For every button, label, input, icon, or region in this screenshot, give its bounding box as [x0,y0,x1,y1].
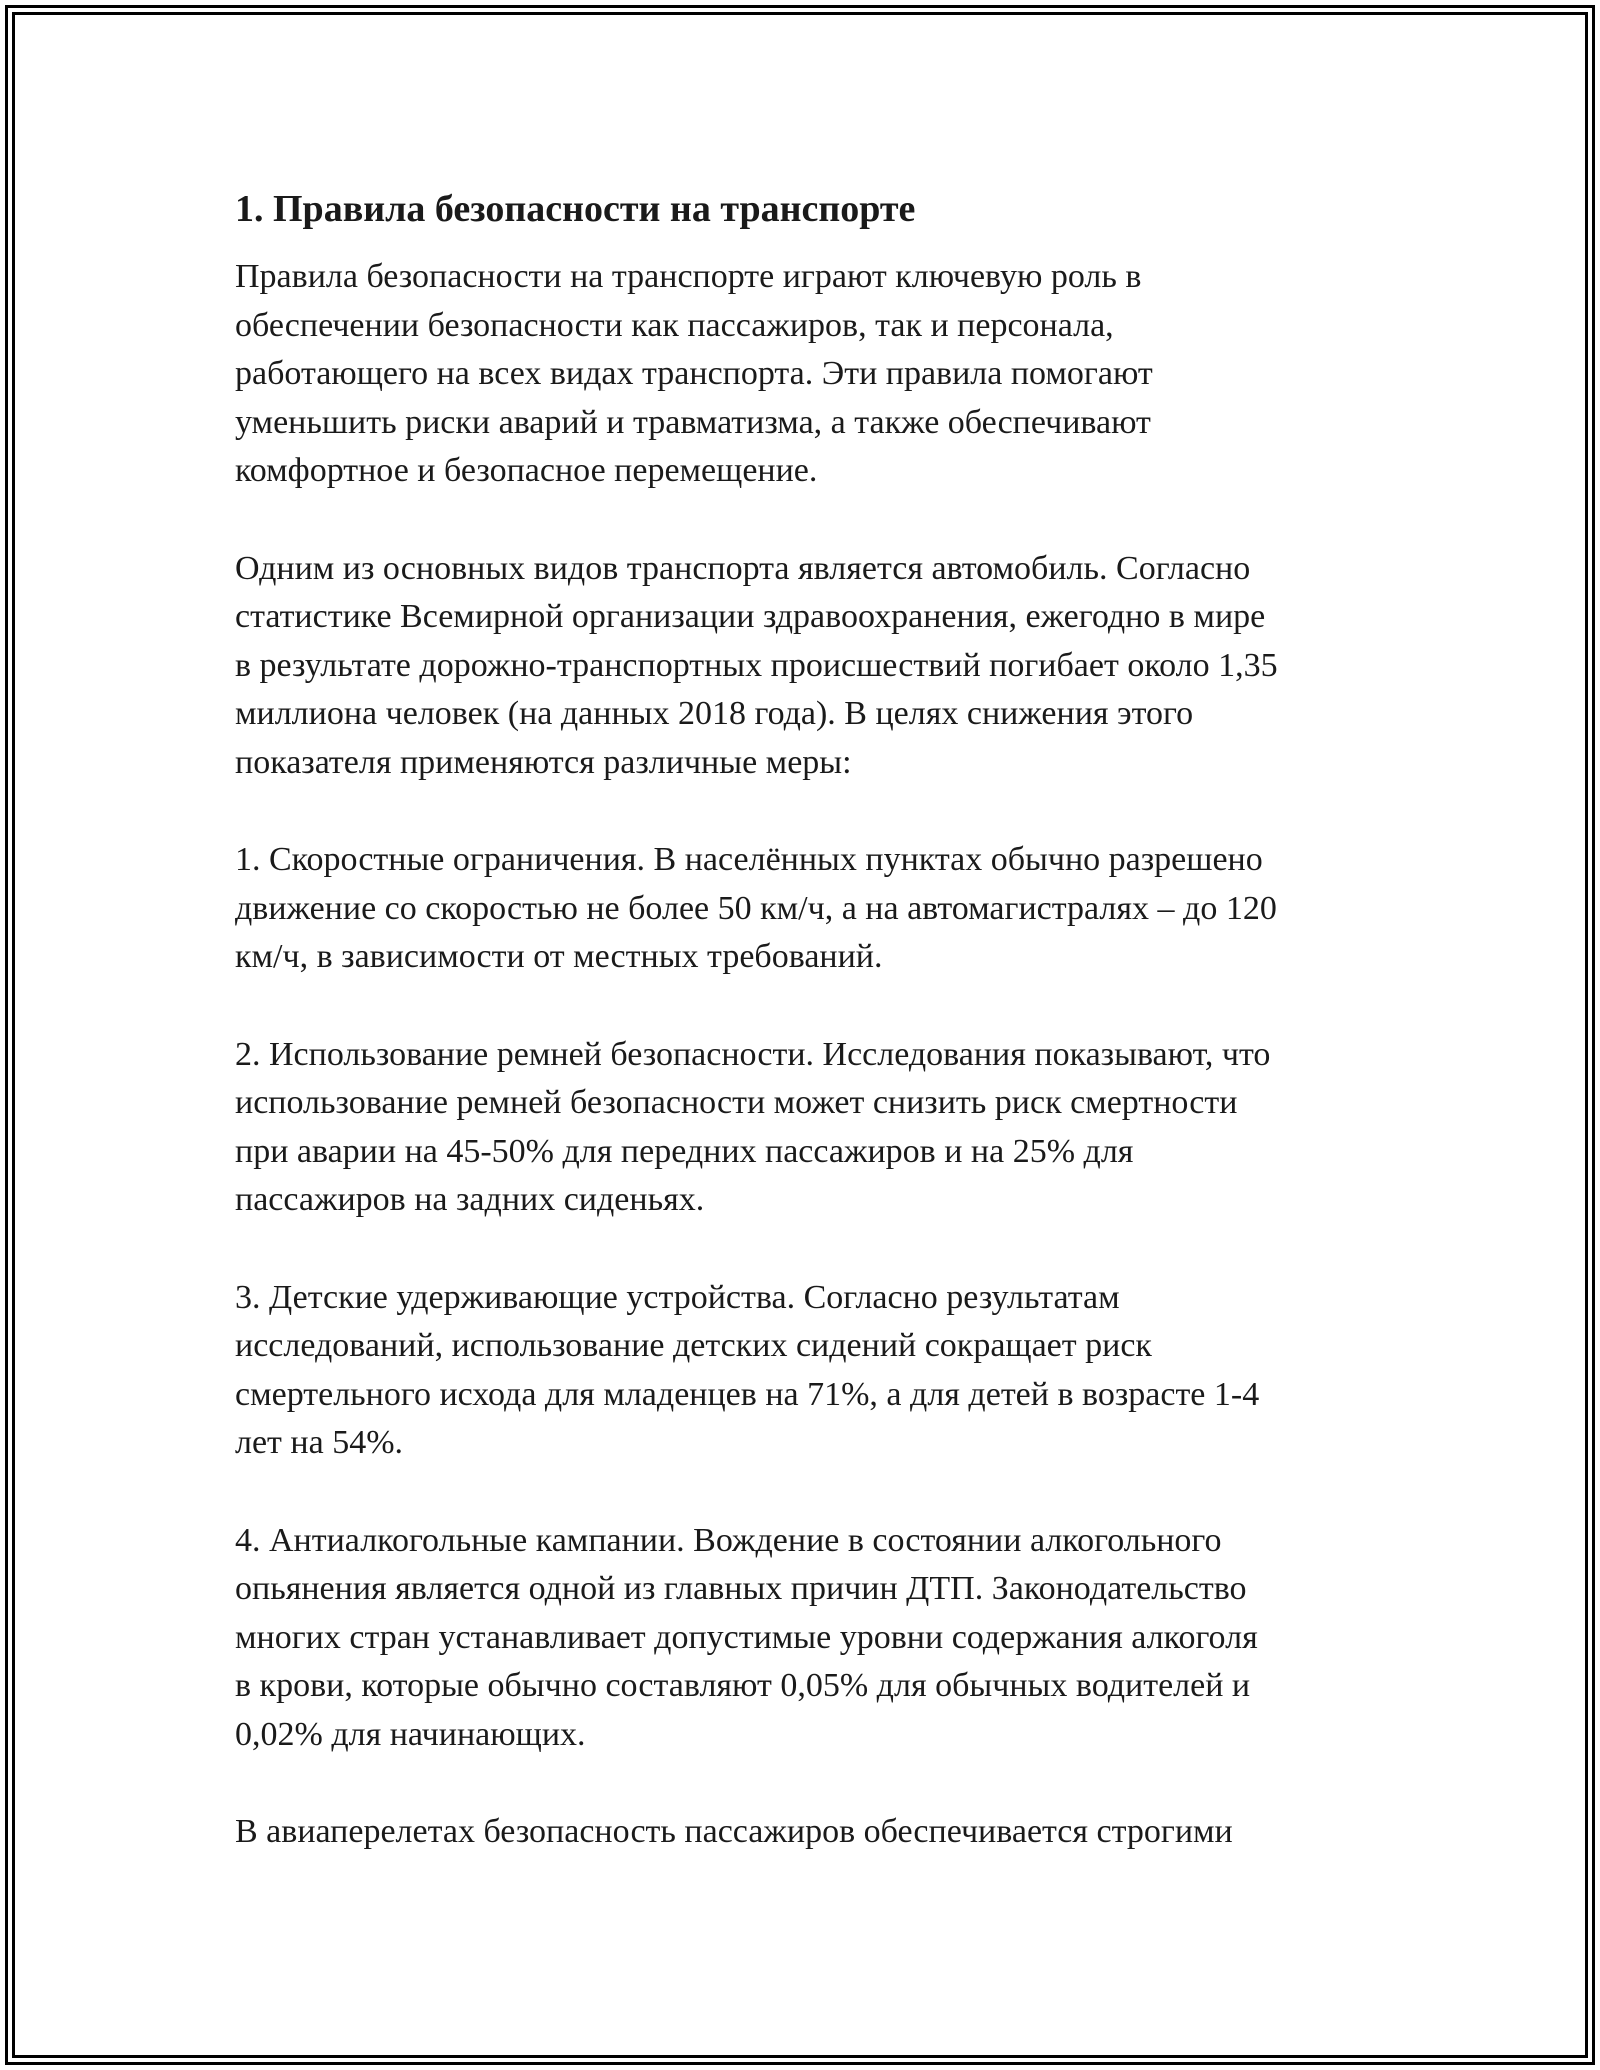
text-line: движение со скоростью не более 50 км/ч, а на автомагистралях – до 120 [235,889,1277,927]
text-line: лет на 54%. [235,1424,404,1461]
text-line: исследований, использование детских сидений сокращает риск [235,1327,1152,1364]
text-line: 2. Использование ремней безопасности. Исследования показывают, что [235,1035,1271,1073]
document-body [235,185,1385,1906]
text-line: комфортное и безопасное перемещение. [235,452,818,489]
text-line: показателя применяются различные меры: [235,743,852,781]
text-line: 4. Антиалкогольные кампании. Вождение в состоянии алкогольного [235,1521,1222,1559]
paragraph-child-seats [235,1274,1385,1468]
text-line: Правила безопасности на транспорте играют ключевую роль в [235,258,1142,295]
paragraph-aviation [235,1808,1385,1857]
paragraph-car-statistics [235,545,1385,788]
text-line: миллиона человек (на данных 2018 года). В целях снижения этого [235,695,1194,732]
text-line: при аварии на 45-50% для передних пассажиров и на 25% для [235,1132,1134,1170]
text-line: использование ремней безопасности может снизить риск смертности [235,1084,1238,1121]
text-line: обеспечении безопасности как пассажиров, так и персонала, [235,306,1114,344]
text-line: в результате дорожно-транспортных происшествий погибает около 1,35 [235,646,1278,684]
text-line: смертельного исхода для младенцев на 71%, а для детей в возрасте 1-4 [235,1375,1260,1413]
text-line: статистике Всемирной организации здравоохранения, ежегодно в мире [235,598,1266,635]
text-line: км/ч, в зависимости от местных требований. [235,938,883,975]
paragraph-intro [235,253,1385,496]
text-line: многих стран устанавливает допустимые уровни содержания алкоголя [235,1618,1258,1656]
text-line: пассажиров на задних сиденьях. [235,1181,705,1218]
section-heading: 1. Правила безопасности на транспорте [235,188,916,230]
paragraph-seat-belts [235,1031,1385,1225]
text-line: Одним из основных видов транспорта является автомобиль. Согласно [235,549,1251,587]
text-line: уменьшить риски аварий и травматизма, а также обеспечивают [235,403,1151,441]
text-line: опьянения является одной из главных причин ДТП. Законодательство [235,1570,1247,1607]
text-line: в крови, которые обычно составляют 0,05% для обычных водителей и [235,1667,1251,1704]
paragraph-anti-alcohol [235,1517,1385,1760]
text-line: 1. Скоростные ограничения. В населённых пунктах обычно разрешено [235,841,1263,878]
text-line: работающего на всех видах транспорта. Эти правила помогают [235,355,1153,392]
text-line: В авиаперелетах безопасность пассажиров обеспечивается строгими [235,1813,1233,1850]
paragraph-speed-limits [235,836,1385,982]
text-line: 0,02% для начинающих. [235,1715,586,1753]
text-line: 3. Детские удерживающие устройства. Согласно результатам [235,1278,1120,1316]
